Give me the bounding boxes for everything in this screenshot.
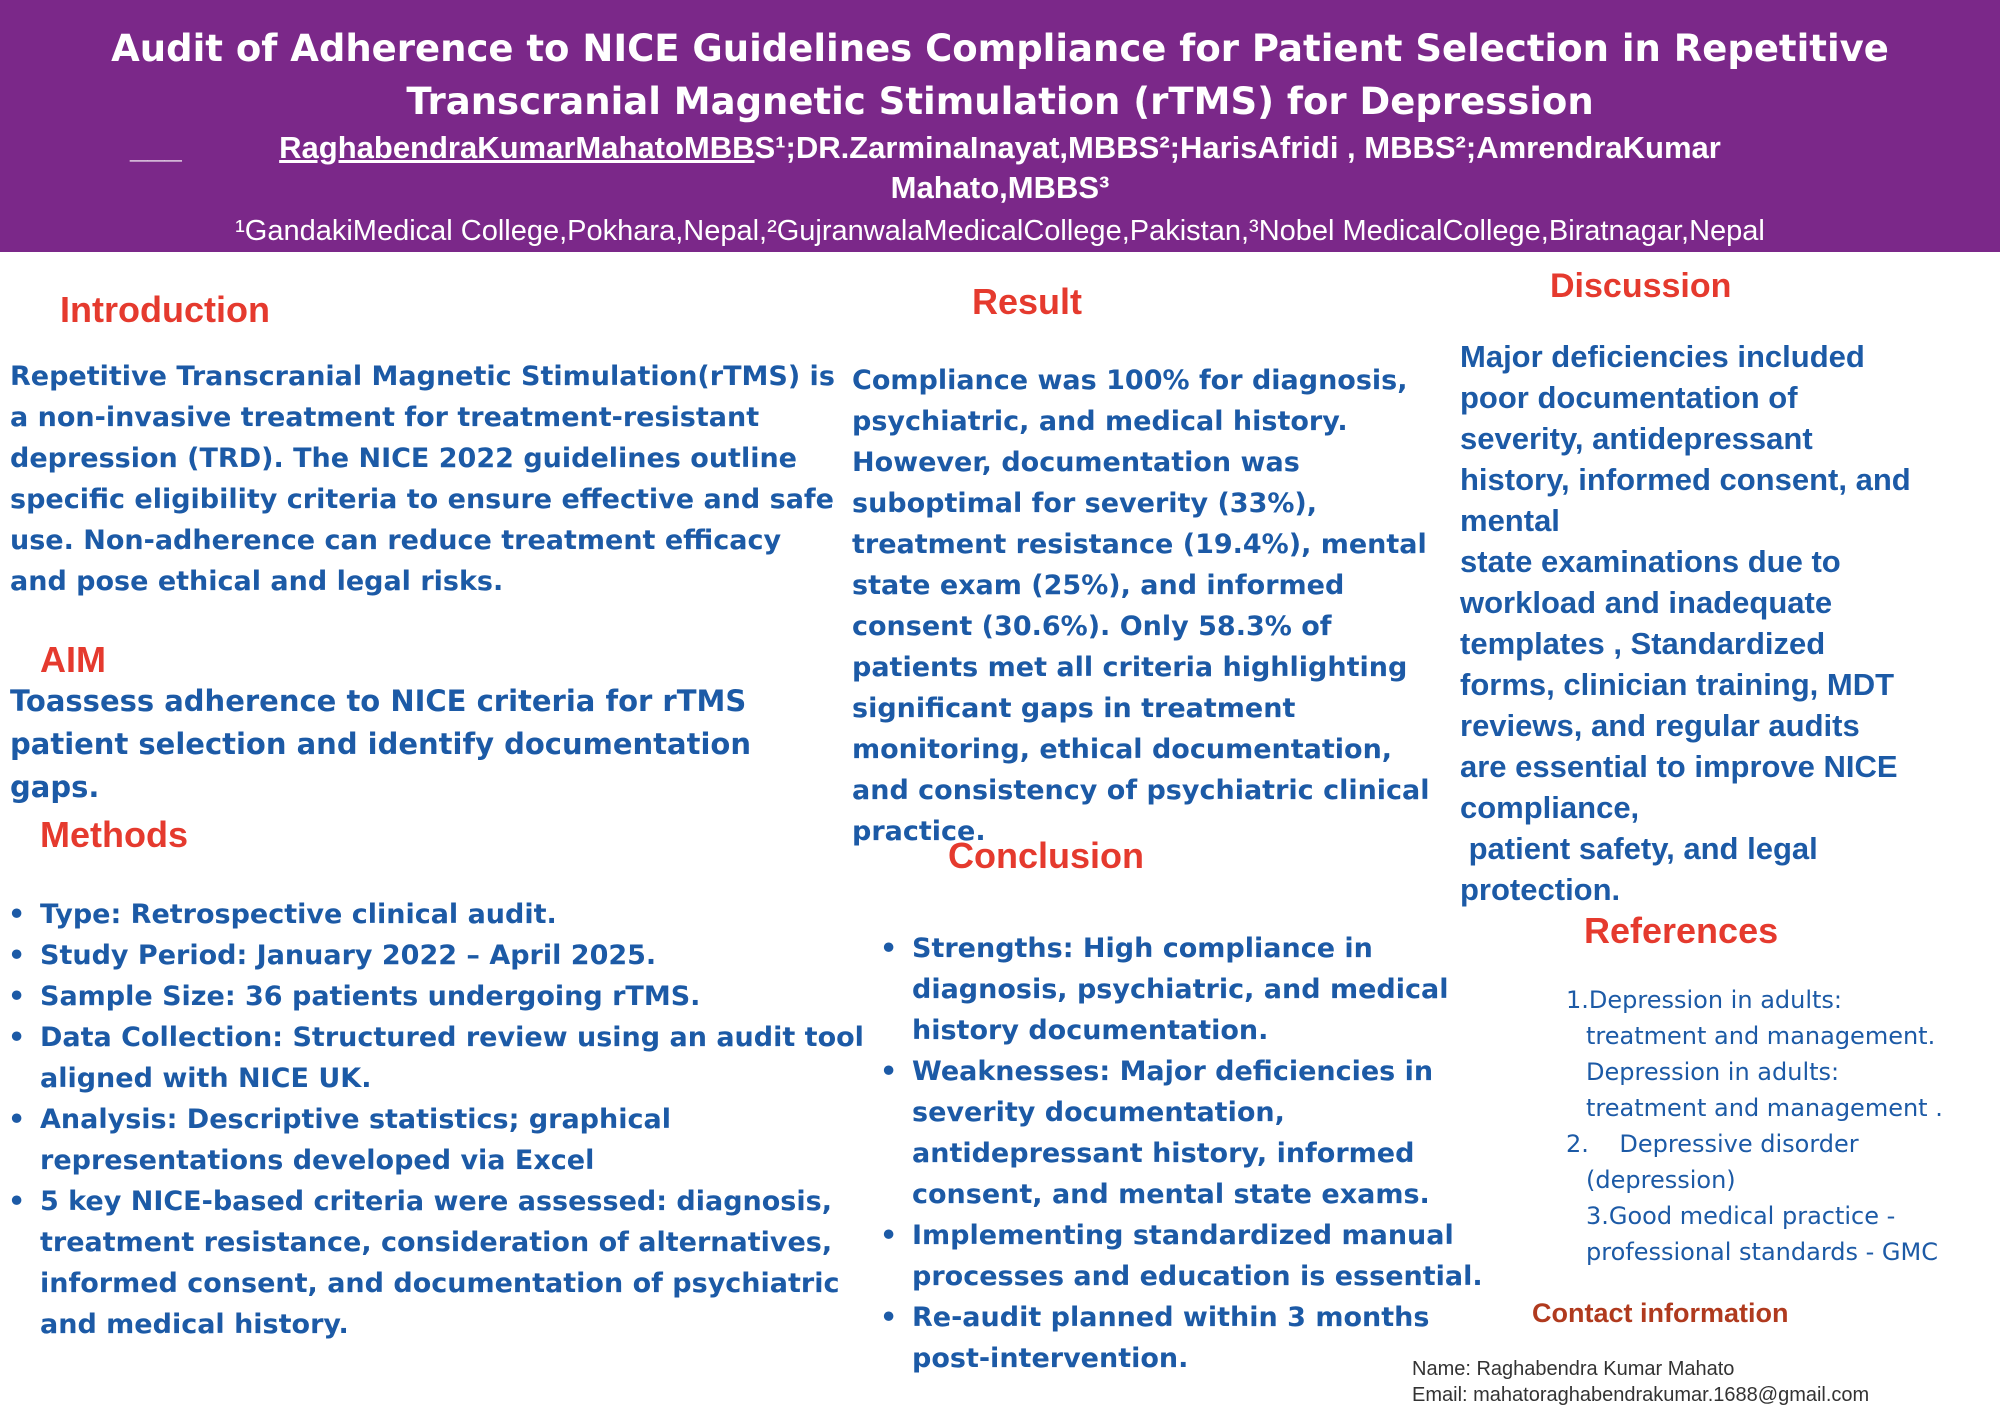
discussion-heading: Discussion bbox=[1550, 267, 1732, 305]
aim-heading: AIM bbox=[40, 639, 106, 680]
discussion-line: mental bbox=[1460, 503, 1560, 538]
references-list bbox=[1566, 982, 1986, 1270]
conclusion-heading: Conclusion bbox=[948, 835, 1144, 876]
reference-line: treatment and management . bbox=[1586, 1094, 1943, 1122]
discussion-line: forms, clinician training, MDT bbox=[1460, 667, 1895, 702]
poster-title: Audit of Adherence to NICE Guidelines Compliance for Patient Selection in Repetitive Transcranial Magnetic Stimulation (rTMS) for Depression bbox=[111, 27, 1889, 123]
reference-line: professional standards - GMC bbox=[1586, 1238, 1938, 1266]
methods-item: • Data Collection: Structured review using an audit tool aligned with NICE UK. bbox=[8, 1017, 878, 1099]
methods-list bbox=[8, 894, 878, 1345]
conclusion-item: • Strengths: High compliance in diagnosis, psychiatric, and medical history documentation. bbox=[880, 928, 1500, 1051]
conclusion-item: • Implementing standardized manual processes and education is essential. bbox=[880, 1215, 1500, 1297]
contact-heading: Contact information bbox=[1532, 1298, 1789, 1328]
discussion-line: protection. bbox=[1460, 872, 1621, 907]
discussion-text bbox=[1460, 336, 1980, 910]
first-author: RaghabendraKumarMahatoMBB bbox=[279, 130, 755, 165]
affiliations: ¹GandakiMedical College,Pokhara,Nepal,²GujranwalaMedicalCollege,Pakistan,³Nobel MedicalCollege,Biratnagar,Nepal bbox=[235, 215, 1765, 247]
discussion-line: Major deficiencies included bbox=[1460, 339, 1865, 374]
introduction-heading: Introduction bbox=[60, 289, 270, 330]
conclusion-item: • Weaknesses: Major deficiencies in severity documentation, antidepressant history, informed consent, and mental state exams. bbox=[880, 1051, 1500, 1215]
discussion-line: are essential to improve NICE bbox=[1460, 749, 1898, 784]
discussion-line: workload and inadequate bbox=[1460, 585, 1833, 620]
reference-line: 3.Good medical practice - bbox=[1586, 1202, 1896, 1230]
contact-details bbox=[1412, 1356, 1869, 1408]
reference-line: Depression in adults: bbox=[1586, 1058, 1840, 1086]
methods-item: • 5 key NICE-based criteria were assessed: diagnosis, treatment resistance, consideration of alternatives, informed consent, and documentation of psychiatric and medical history. bbox=[8, 1181, 878, 1345]
reference-line: (depression) bbox=[1586, 1166, 1736, 1194]
introduction-text: Repetitive Transcranial Magnetic Stimulation(rTMS) is a non-invasive treatment for treatment-resistant depression (TRD). The NICE 2022 guidelines outline specific eligibility criteria to ensure effective and safe use. Non-adherence can reduce treatment efficacy and pose ethical and legal risks. bbox=[10, 361, 835, 597]
author-line-2: Mahato,MBBS³ bbox=[890, 170, 1110, 205]
conclusion-list bbox=[880, 928, 1500, 1379]
author-prefix: ___ bbox=[130, 130, 182, 165]
discussion-line: state examinations due to bbox=[1460, 544, 1841, 579]
methods-item: • Sample Size: 36 patients undergoing rTMS. bbox=[8, 976, 878, 1017]
reference-line: treatment and management. bbox=[1586, 1022, 1936, 1050]
discussion-line: reviews, and regular audits bbox=[1460, 708, 1860, 743]
discussion-line: templates , Standardized bbox=[1460, 626, 1826, 661]
conclusion-item: • Re-audit planned within 3 months post-intervention. bbox=[880, 1297, 1500, 1379]
discussion-line: severity, antidepressant bbox=[1460, 421, 1813, 456]
discussion-line: patient safety, and legal bbox=[1460, 831, 1818, 866]
methods-item: • Type: Retrospective clinical audit. bbox=[8, 894, 878, 935]
discussion-line: compliance, bbox=[1460, 790, 1640, 825]
poster-header bbox=[0, 0, 2000, 252]
methods-item: • Study Period: January 2022 – April 2025. bbox=[8, 935, 878, 976]
aim-text: Toassess adherence to NICE criteria for rTMS patient selection and identify documentation gaps. bbox=[10, 684, 751, 804]
author-list bbox=[120, 128, 1880, 208]
result-text: Compliance was 100% for diagnosis, psychiatric, and medical history. However, documentation was suboptimal for severity (33%), treatment resistance (19.4%), mental state exam (25%), and informed consent (30.6%). Only 58.3% of patients met all criteria highlighting significant gaps in treatment monitoring, ethical documentation, and consistency of psychiatric clinical practice. bbox=[852, 365, 1430, 847]
references-heading: References bbox=[1584, 910, 1779, 951]
author-line-1 bbox=[120, 128, 1880, 168]
reference-line: 1.Depression in adults: bbox=[1566, 986, 1843, 1014]
discussion-line: history, informed consent, and bbox=[1460, 462, 1911, 497]
result-heading: Result bbox=[972, 281, 1083, 322]
methods-item: • Analysis: Descriptive statistics; graphical representations developed via Excel bbox=[8, 1099, 878, 1181]
discussion-line: poor documentation of bbox=[1460, 380, 1798, 415]
reference-line: 2. Depressive disorder bbox=[1566, 1130, 1859, 1158]
contact-name: Name: Raghabendra Kumar Mahato bbox=[1412, 1358, 1735, 1380]
co-authors: S¹;DR.ZarminaInayat,MBBS²;HarisAfridi , MBBS²;AmrendraKumar bbox=[754, 130, 1721, 165]
contact-email: Email: mahatoraghabendrakumar.1688@gmail.com bbox=[1412, 1384, 1870, 1406]
methods-heading: Methods bbox=[40, 814, 188, 855]
